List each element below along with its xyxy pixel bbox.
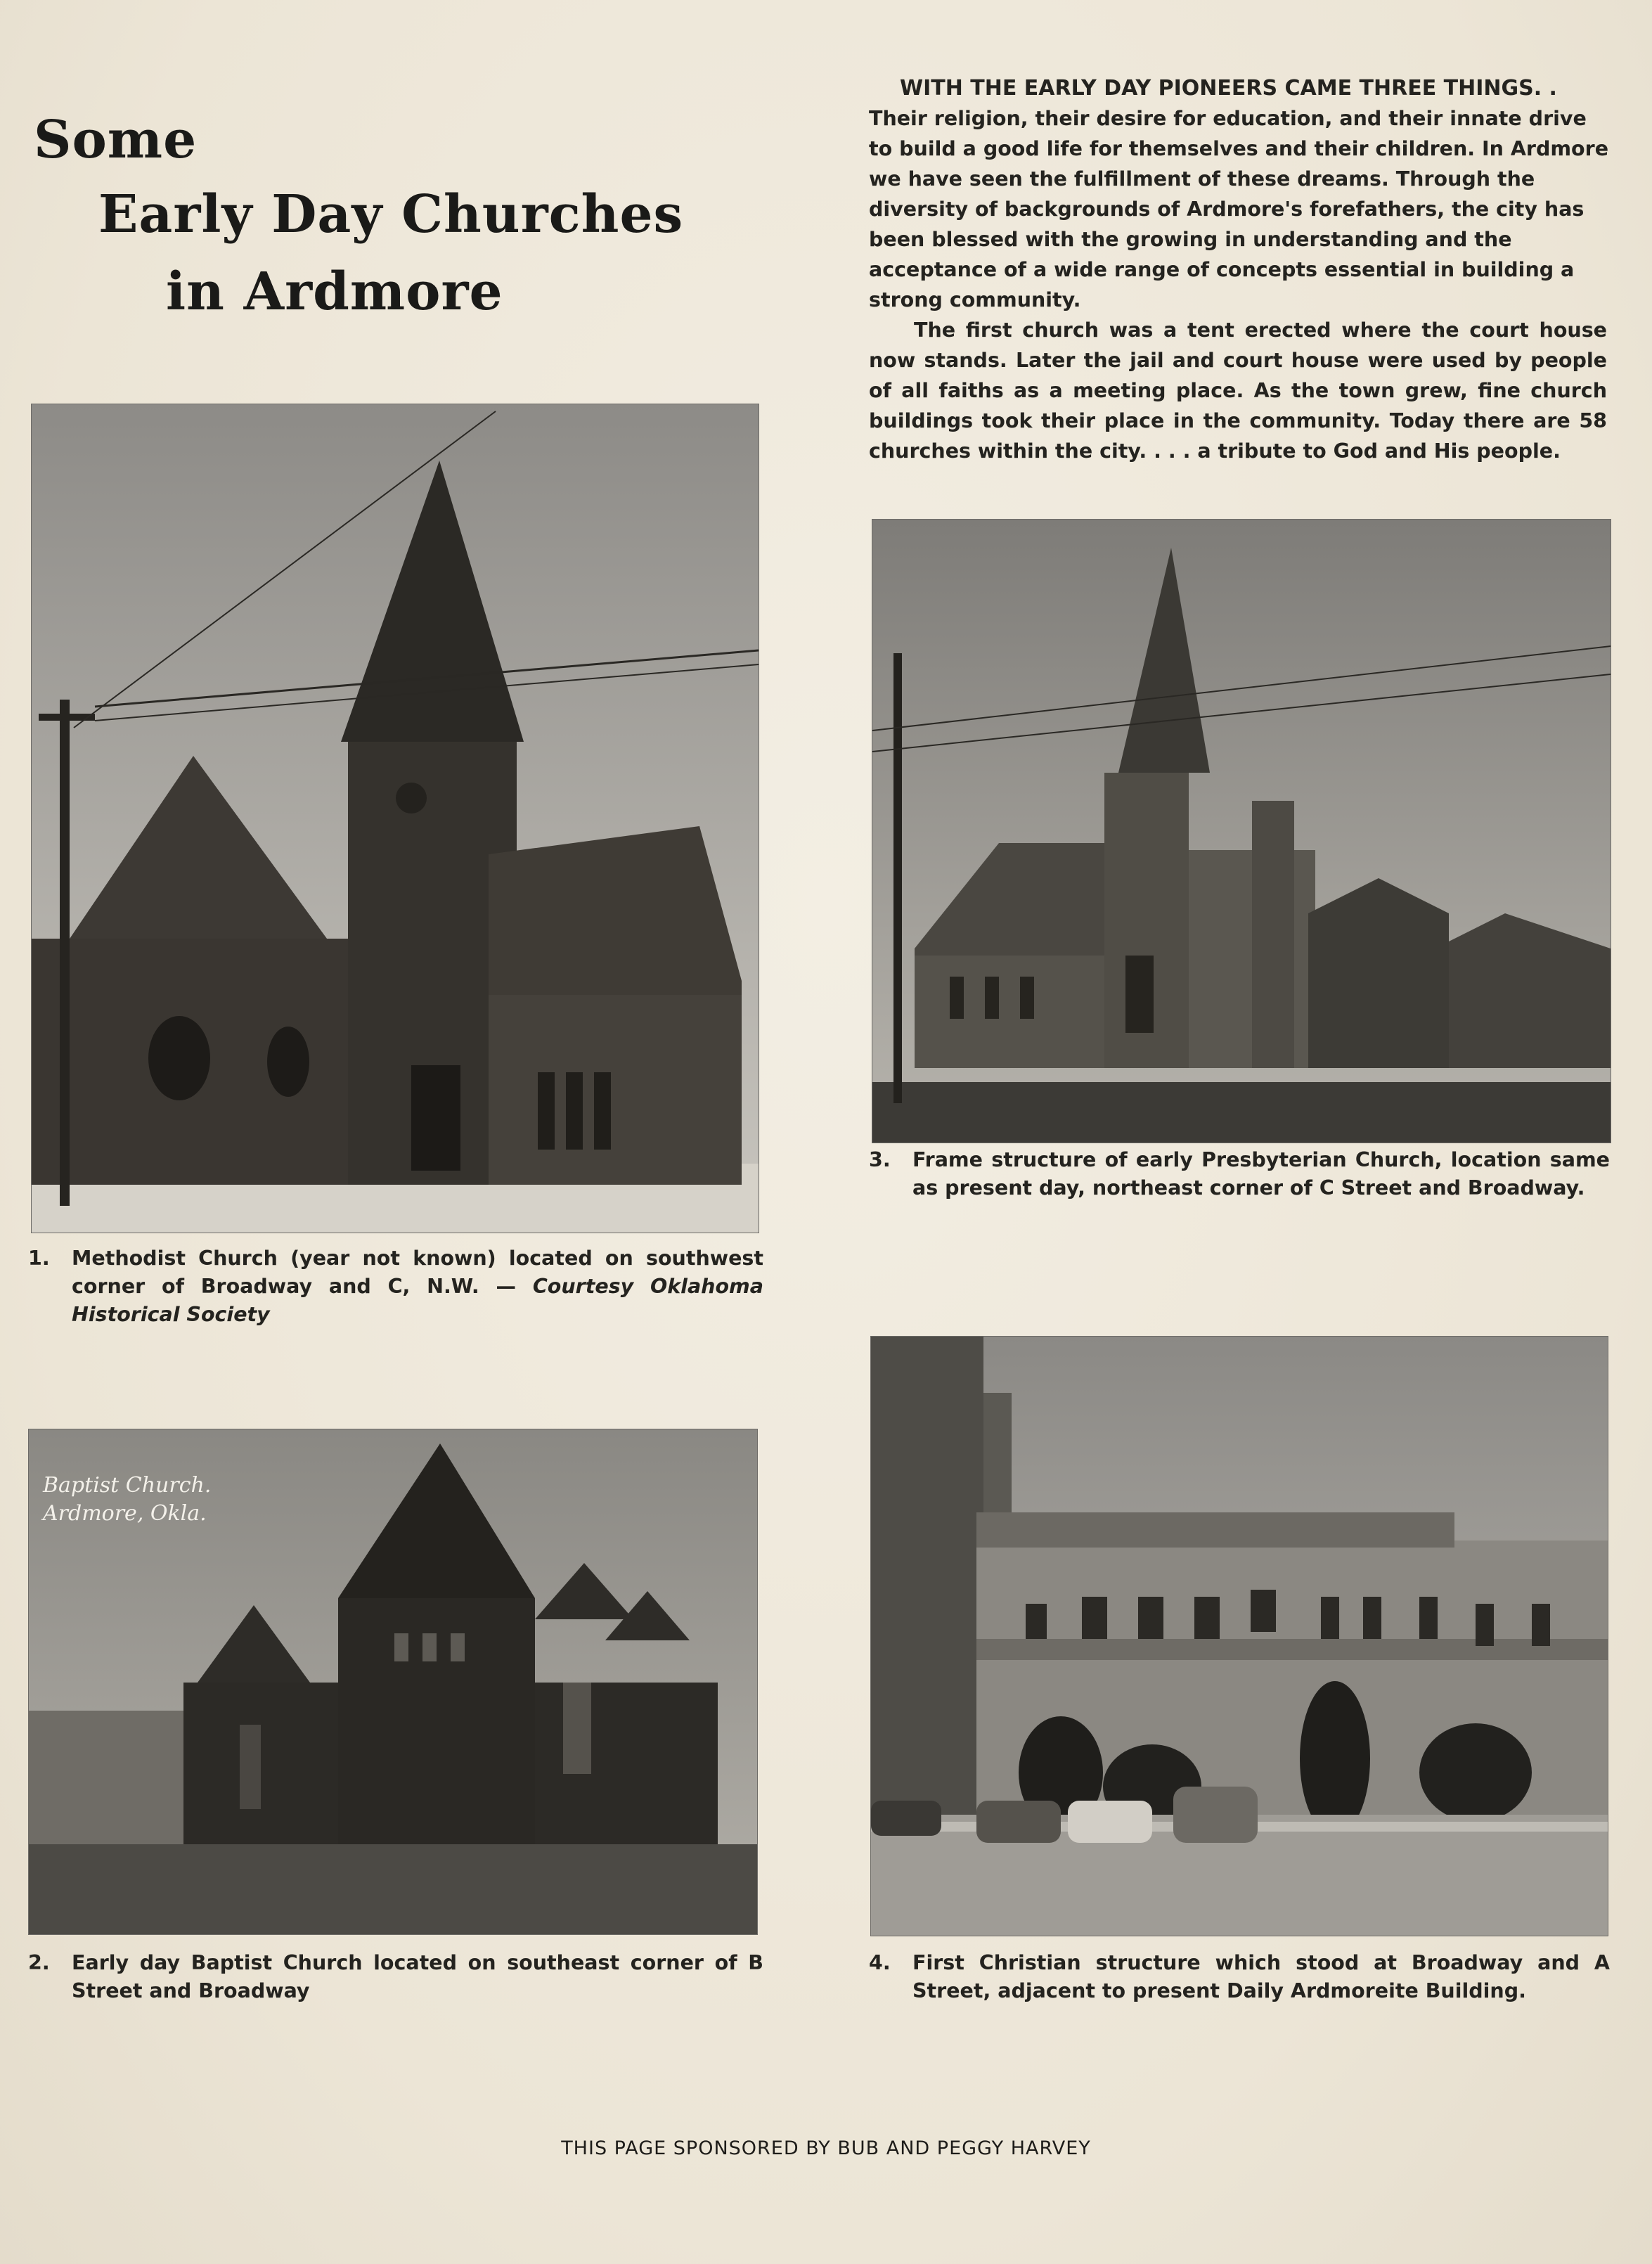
photo-3-number: 3. bbox=[869, 1148, 891, 1171]
photo-1-caption bbox=[28, 1244, 763, 1329]
photo-2-caption-text: Early day Baptist Church located on southeast corner of B Street and Broadway bbox=[72, 1951, 763, 2002]
page-title-line-1: Some bbox=[34, 110, 198, 170]
photo-inscription: Baptist Church. Ardmore, Okla. bbox=[43, 1473, 212, 1526]
intro-paragraph-1: Their religion, their desire for education, and their innate drive to build a good life for themselves and their children. In Ardmore we have seen the fulfillment of these dreams. Through the diversity of backgrounds of Ardmore's forefathers, the city has been blessed with the growing in understanding and the acceptance of a wide range of concepts essential in building a strong community. bbox=[869, 107, 1609, 311]
photo-4-caption bbox=[869, 1949, 1610, 2005]
presbyterian-church-photo bbox=[872, 519, 1611, 1143]
sponsor-footer: THIS PAGE SPONSORED BY BUB AND PEGGY HARVEY bbox=[561, 2137, 1091, 2159]
photo-4-number: 4. bbox=[869, 1951, 891, 1974]
intro-heading: WITH THE EARLY DAY PIONEERS CAME THREE THINGS. . bbox=[900, 76, 1557, 101]
photo-1-number: 1. bbox=[28, 1247, 50, 1270]
photo-2-number: 2. bbox=[28, 1951, 50, 1974]
photo-3-caption-text: Frame structure of early Presbyterian Church, location same as present day, northeast corner of C Street and Broadway. bbox=[912, 1148, 1610, 1199]
photo-4-caption-text: First Christian structure which stood at Broadway and A Street, adjacent to present Daily Ardmoreite Building. bbox=[912, 1951, 1610, 2002]
photo-1-caption-text: Methodist Church (year not known) located on southwest corner of Broadway and C, N.W. — bbox=[72, 1247, 763, 1298]
baptist-church-photo bbox=[28, 1429, 758, 1935]
page-title-line-3: in Ardmore bbox=[166, 262, 503, 322]
first-christian-photo bbox=[870, 1336, 1608, 1936]
photo-2-caption bbox=[28, 1949, 763, 2005]
photo-1-credit: Courtesy Oklahoma Historical Society bbox=[72, 1275, 763, 1326]
photo-3-caption bbox=[869, 1146, 1610, 1202]
methodist-church-photo bbox=[31, 404, 759, 1233]
intro-paragraph-2: The first church was a tent erected where the court house now stands. Later the jail and court house were used by people of all faiths as a meeting place. As the town grew, fine church buildings took their place in the community. Today there are 58 churches within the city. . . . a tribute to God and His people. bbox=[869, 319, 1607, 463]
page-title-line-2: Early Day Churches bbox=[98, 184, 684, 245]
